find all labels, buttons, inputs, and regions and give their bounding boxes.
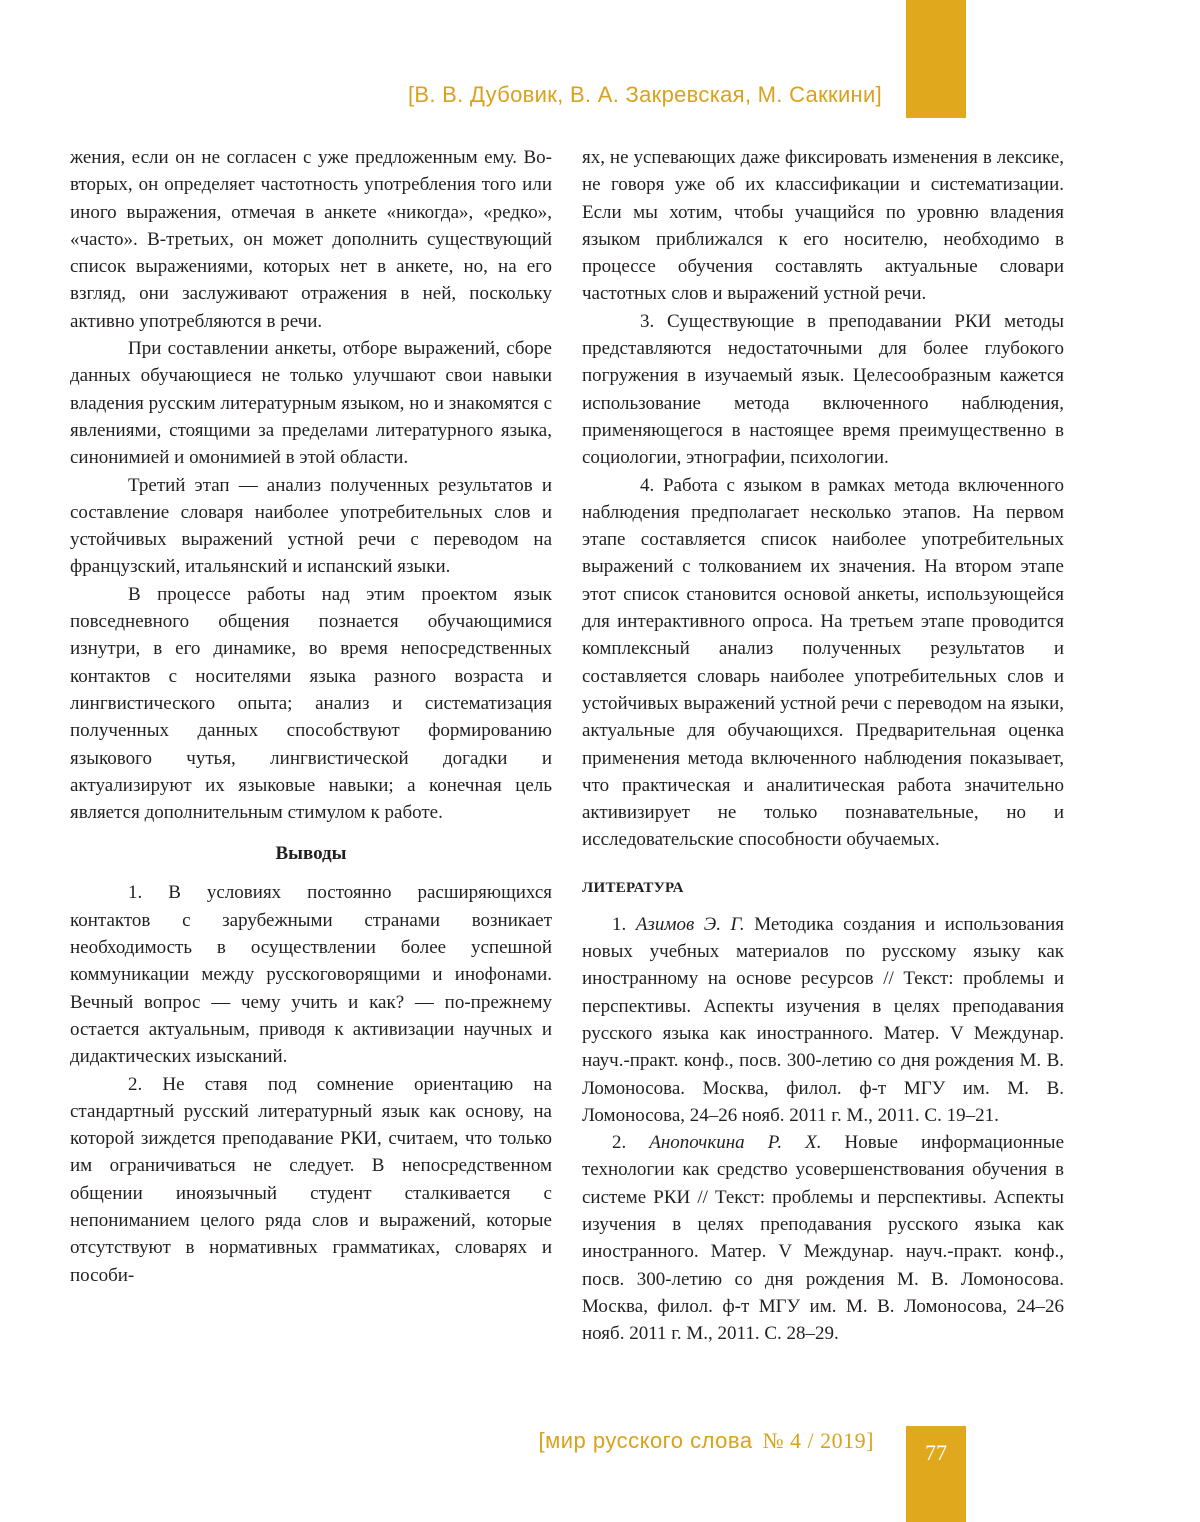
conclusion-paragraph: 1. В условиях постоянно расширяющихся контактов с зарубежными странами возникает необходимость в осуществлении более успешной коммуникации между русскоговорящими и инофонами. Вечный вопрос — чему учить и как? — по-прежнему остается актуальным, приводя к активизации научных и дидактических изысканий. <box>70 882 552 1068</box>
reference-author: Анопочкина Р. Х. <box>649 1132 822 1154</box>
reference-text: Новые информационные технологии как средство усовершенствования обучения в системе РКИ // Текст: проблемы и перспективы. Аспекты изучения в целях преподавания русского языка как иностранного. Матер. V Междунар. науч.-практ. конф., посв. 300-летию со дня рождения М. В. Ломоносова. Москва, филол. ф-т МГУ им. М. В. Ломоносова, 24–26 нояб. 2011 г. М., 2011. С. 28–29. <box>582 1132 1065 1345</box>
accent-bar-top <box>906 0 966 118</box>
reference-text: Методика создания и использования новых учебных материалов по русскому языку как иностранному на основе ресурсов // Текст: проблемы и перспективы. Аспекты изучения в целях преподавания русского языка как иностранного. Матер. V Междунар. науч.-практ. конф., посв. 300-летию со дня рождения М. В. Ломоносова. Москва, филол. ф-т МГУ им. М. В. Ломоносова, 24–26 нояб. 2011 г. М., 2011. С. 19–21. <box>582 913 1064 1126</box>
right-column <box>582 144 1064 1347</box>
conclusion-paragraph: 3. Существующие в преподавании РКИ методы представляются недостаточными для более глубокого погружения в изучаемый язык. Целесообразным кажется использование метода включенного наблюдения, применяющегося в настоящее время преимущественно в социологии, этнографии, психологии. <box>582 310 1064 469</box>
running-header-authors: [В. В. Дубовик, В. А. Закревская, М. Саккини] <box>407 82 882 107</box>
journal-title: [мир русского слова <box>538 1428 753 1453</box>
journal-issue: № 4 / 2019] <box>762 1428 874 1453</box>
conclusion-paragraph: 2. Не ставя под сомнение ориентацию на стандартный русский литературный язык как основу, на которой зиждется преподавание РКИ, считаем, что только им ограничиваться не следует. В непосредственном общении иноязычный студент сталкивается с непониманием целого ряда слов и выражений, которые отсутствуют в нормативных грамматиках, словарях и пособи- <box>70 1073 552 1286</box>
body-paragraph: При составлении анкеты, отборе выражений, сборе данных обучающиеся не только улучшают свои навыки владения русским литературным языком, но и знакомятся с явлениями, стоящими за пределами литературного языка, синонимией и омонимией в этой области. <box>70 338 552 469</box>
page-number: 77 <box>925 1440 947 1465</box>
reference-item <box>582 1129 1064 1347</box>
footer-journal <box>538 1428 874 1454</box>
section-title-conclusions: Выводы <box>275 843 347 865</box>
reference-number: 2. <box>612 1132 627 1154</box>
reference-item <box>582 911 1064 1129</box>
references-title: ЛИТЕРАТУРА <box>582 879 684 896</box>
reference-author: Азимов Э. Г. <box>635 913 745 935</box>
body-paragraph: Третий этап — анализ полученных результатов и составление словаря наиболее употребительных слов и устойчивых выражений устной речи с переводом на французский, итальянский и испанский языки. <box>70 474 552 578</box>
body-paragraph: жения, если он не согласен с уже предложенным ему. Во-вторых, он определяет частотность употребления того или иного выражения, отмечая в анкете «никогда», «редко», «часто». В-третьих, он может дополнить существующий список выражениями, которых нет в анкете, но, на его взгляд, они заслуживают отражения в ней, поскольку активно употребляются в речи. <box>70 147 552 332</box>
left-column <box>70 144 552 1289</box>
body-paragraph: В процессе работы над этим проектом язык повседневного общения познается обучающимися изнутри, в его динамике, во время непосредственных контактов с носителями языка разного возраста и лингвистического опыта; анализ и систематизация полученных данных способствуют формированию языкового чутья, лингвистической догадки и актуализируют их языковые навыки; а конечная цель является дополнительным стимулом к работе. <box>70 583 552 824</box>
body-paragraph: ях, не успевающих даже фиксировать изменения в лексике, не говоря уже об их классификации и систематизации. Если мы хотим, чтобы учащийся по уровню владения языком приближался к его носителю, необходимо в процессе обучения составлять актуальные словари частотных слов и выражений устной речи. <box>582 147 1064 305</box>
conclusion-paragraph: 4. Работа с языком в рамках метода включенного наблюдения предполагает несколько этапов. На первом этапе составляется список наиболее употребительных выражений с толкованием их значения. На втором этапе этот список становится основой анкеты, использующейся для интерактивного опроса. На третьем этапе проводится комплексный анализ полученных результатов и составляется словарь наиболее употребительных слов и устойчивых выражений устной речи с переводом на языки, актуальные для обучающихся. Предварительная оценка применения метода включенного наблюдения показывает, что практическая и аналитическая работа значительно активизирует не только познавательные, но и исследовательские способности обучаемых. <box>582 474 1064 851</box>
reference-number: 1. <box>612 913 627 935</box>
